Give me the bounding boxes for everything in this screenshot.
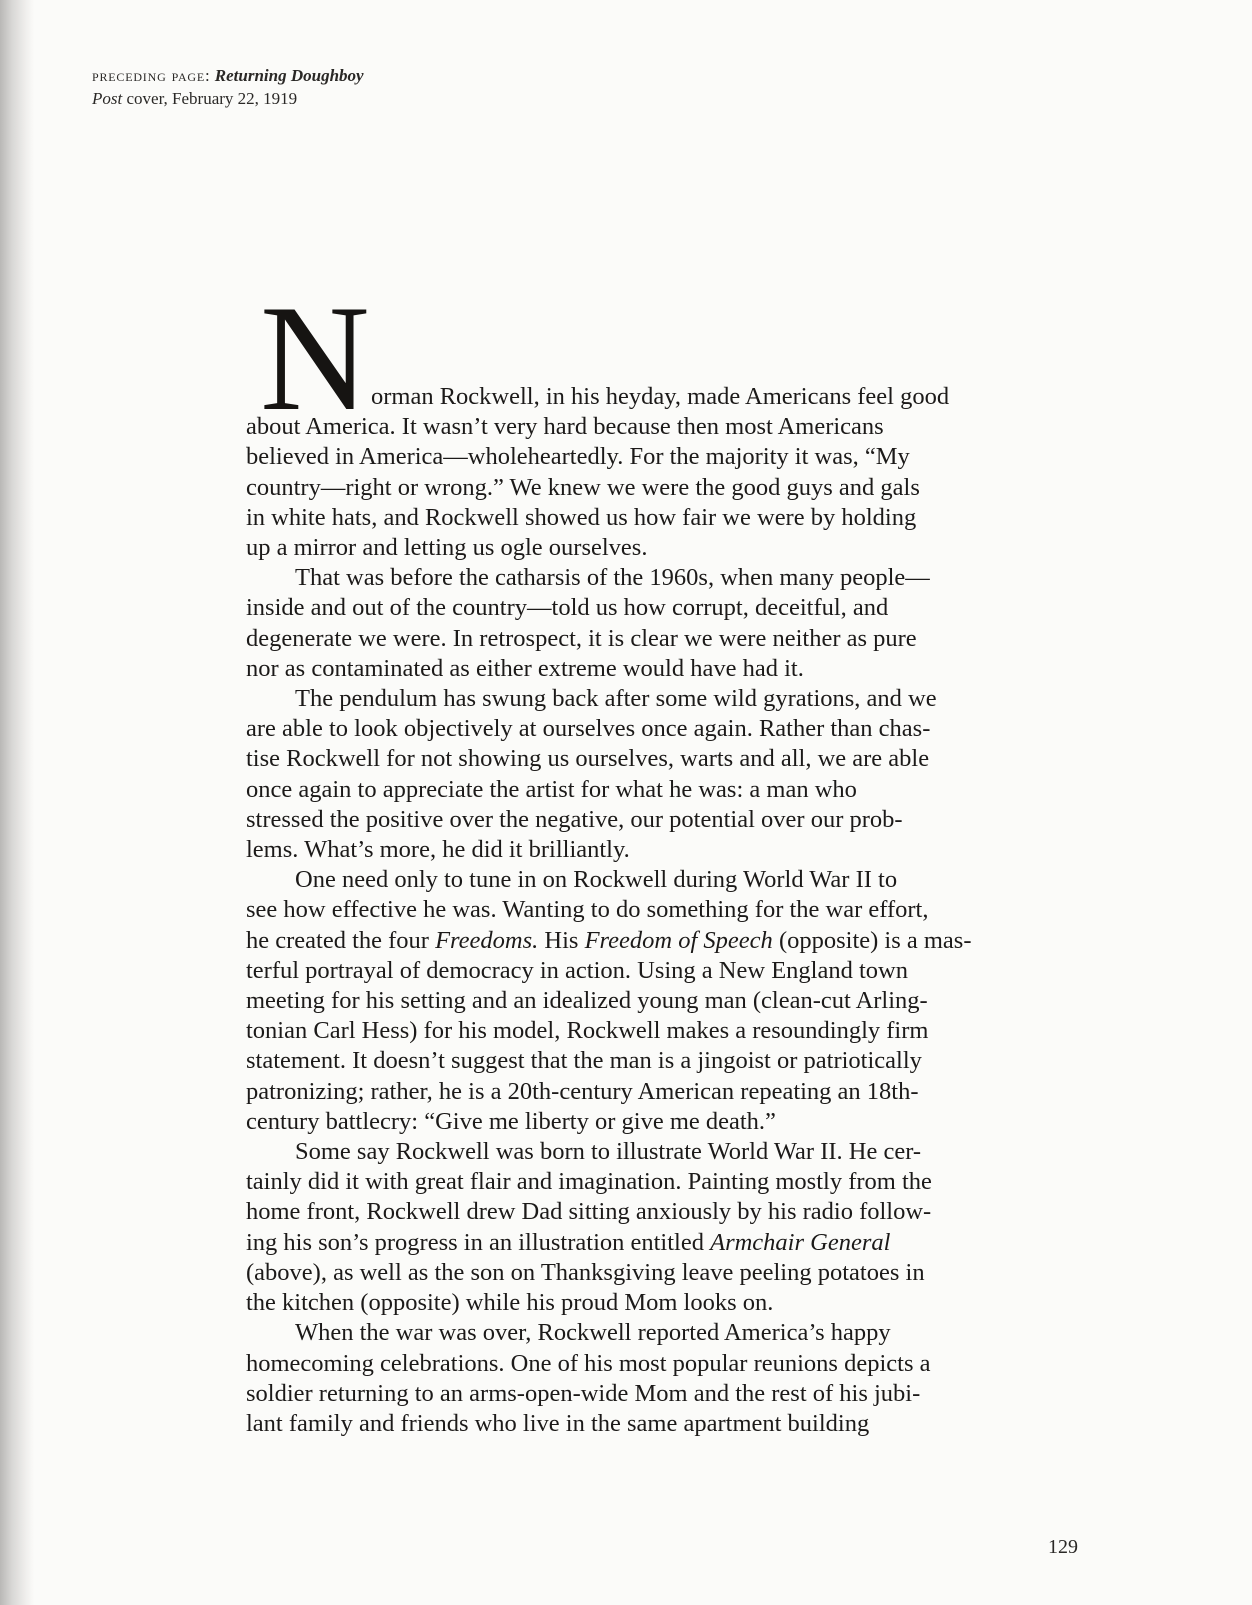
text-line: inside and out of the country—told us how corrupt, deceitful, and xyxy=(246,594,889,622)
text-line: Some say Rockwell was born to illustrate World War II. He cer- xyxy=(295,1138,922,1166)
text-line: soldier returning to an arms-open-wide Mom and the rest of his jubi- xyxy=(246,1379,921,1407)
text-run: ing his son’s progress in an illustration entitled xyxy=(246,1228,711,1256)
text-line: see how effective he was. Wanting to do something for the war effort, xyxy=(246,896,929,924)
text-line: homecoming celebrations. One of his most popular reunions depicts a xyxy=(246,1349,931,1377)
text-line: lems. What’s more, he did it brilliantly. xyxy=(246,836,630,864)
drop-cap: N xyxy=(260,274,368,442)
text-line: patronizing; rather, he is a 20th-century American repeating an 18th- xyxy=(246,1077,919,1105)
text-run: (opposite) is a mas- xyxy=(772,926,972,954)
caption-publication: Post xyxy=(92,89,123,108)
text-line: terful portrayal of democracy in action. Using a New England town xyxy=(246,956,908,984)
text-line: up a mirror and letting us ogle ourselves. xyxy=(246,534,648,562)
text-line: century battlecry: “Give me liberty or give me death.” xyxy=(246,1107,776,1135)
caption-date: cover, February 22, 1919 xyxy=(126,89,298,108)
paragraph-5 xyxy=(246,1137,1114,1318)
text-line: tonian Carl Hess) for his model, Rockwell makes a resoundingly firm xyxy=(246,1017,929,1045)
text-line: One need only to tune in on Rockwell during World War II to xyxy=(295,866,898,894)
text-line: orman Rockwell, in his heyday, made Americans feel good xyxy=(371,383,950,410)
text-line: tainly did it with great flair and imagination. Painting mostly from the xyxy=(246,1168,932,1196)
page-gutter-shadow xyxy=(0,0,34,1605)
text-line: lant family and friends who live in the same apartment building xyxy=(246,1409,870,1437)
caption-line-1 xyxy=(92,64,364,87)
text-line: the kitchen (opposite) while his proud Mom looks on. xyxy=(246,1289,774,1317)
artwork-title-freedoms: Freedoms. xyxy=(435,926,539,954)
text-line xyxy=(246,926,1114,956)
text-line: meeting for his setting and an idealized young man (clean-cut Arling- xyxy=(246,987,928,1015)
text-line: are able to look objectively at ourselves once again. Rather than chas- xyxy=(246,715,931,743)
text-line: about America. It wasn’t very hard because then most Americans xyxy=(246,413,884,441)
text-line: degenerate we were. In retrospect, it is clear we were neither as pure xyxy=(246,624,917,652)
text-line: stressed the positive over the negative, our potential over our prob- xyxy=(246,805,903,833)
text-line: That was before the catharsis of the 1960s, when many people— xyxy=(295,564,930,592)
body-text xyxy=(246,274,1114,1439)
paragraph-2 xyxy=(246,563,1114,684)
text-line: (above), as well as the son on Thanksgiving leave peeling potatoes in xyxy=(246,1258,925,1286)
text-line: country—right or wrong.” We knew we were the good guys and gals xyxy=(246,473,920,501)
text-line xyxy=(246,1228,1114,1258)
paragraph-1 xyxy=(246,292,1114,563)
text-run: he created the four xyxy=(246,926,436,954)
text-line: believed in America—wholeheartedly. For the majority it was, “My xyxy=(246,443,910,471)
text-line: When the war was over, Rockwell reported America’s happy xyxy=(295,1319,891,1347)
page-number: 129 xyxy=(1048,1536,1078,1558)
text-line: once again to appreciate the artist for what he was: a man who xyxy=(246,775,857,803)
text-run: His xyxy=(538,926,585,954)
text-line: nor as contaminated as either extreme would have had it. xyxy=(246,654,804,682)
preceding-page-caption xyxy=(92,64,364,110)
text-line: in white hats, and Rockwell showed us how fair we were by holding xyxy=(246,503,917,531)
text-line: tise Rockwell for not showing us ourselves, warts and all, we are able xyxy=(246,745,930,773)
artwork-title-armchair-general: Armchair General xyxy=(710,1228,891,1256)
text-line: home front, Rockwell drew Dad sitting anxiously by his radio follow- xyxy=(246,1198,932,1226)
paragraph-6 xyxy=(246,1318,1114,1439)
paragraph-3 xyxy=(246,684,1114,865)
text-line: statement. It doesn’t suggest that the man is a jingoist or patriotically xyxy=(246,1047,922,1075)
caption-label: preceding page: xyxy=(92,66,211,85)
text-line: The pendulum has swung back after some wild gyrations, and we xyxy=(295,685,937,713)
paragraph-4 xyxy=(246,865,1114,1137)
artwork-title-freedom-of-speech: Freedom of Speech xyxy=(584,926,773,954)
caption-title: Returning Doughboy xyxy=(214,66,364,85)
caption-line-2 xyxy=(92,87,364,110)
